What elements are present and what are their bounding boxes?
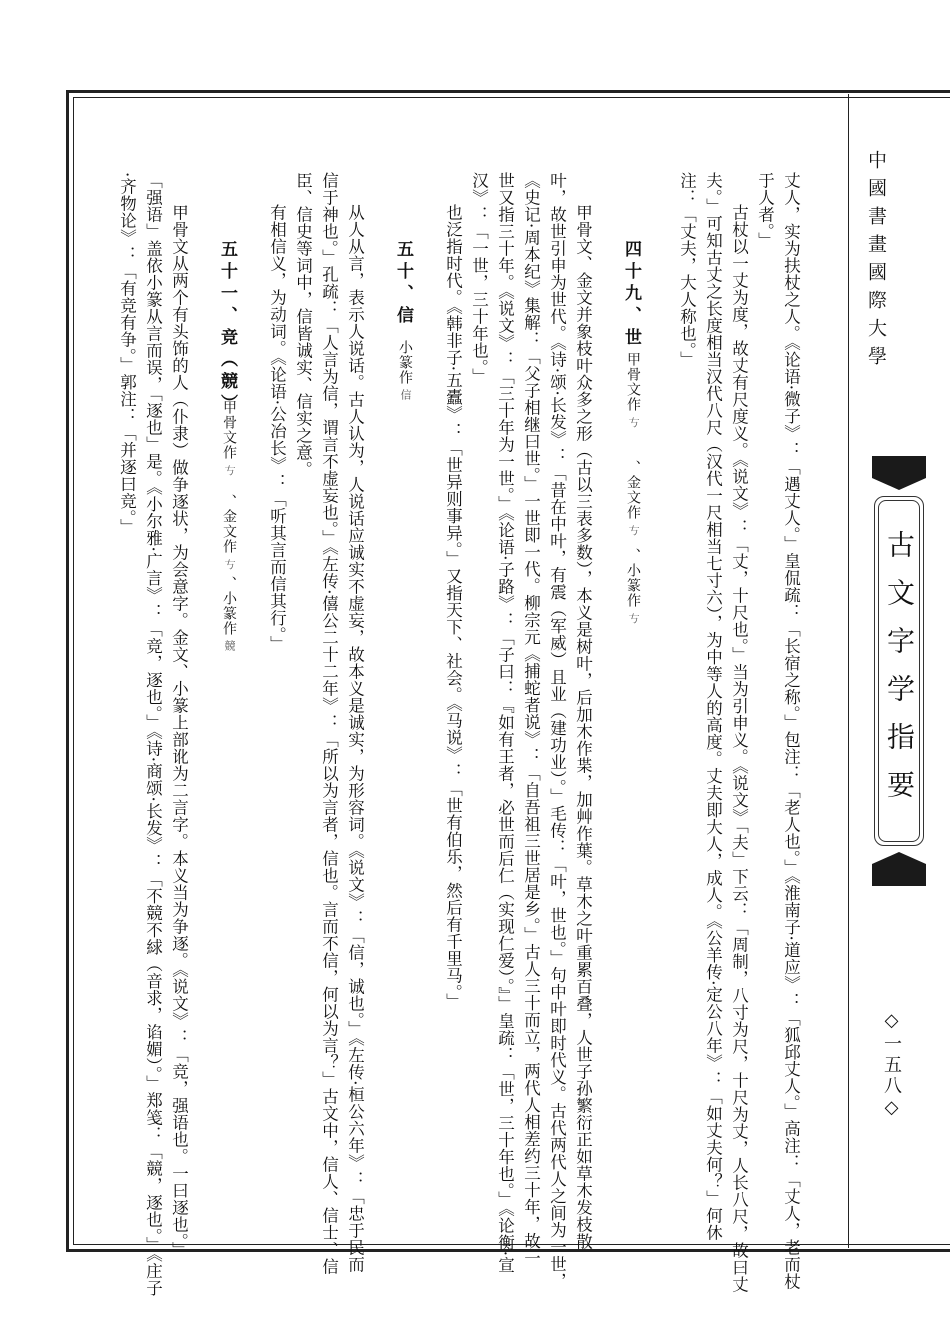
text-column: 从人从言，表示人说话。古人认为，人说话应诚实不虚妄，故本义是诚实，为形容词。《说文》：「信，诚也。」《左传·桓公六年》：「忠于民而 — [345, 204, 365, 1273]
form-label: 、金文作𠀁 — [625, 460, 641, 536]
text-column: 有相信义，为动词。《论语·公冶长》：「听其言而信其行。」 — [267, 204, 287, 653]
entry-heading: 四十九、世 — [621, 240, 641, 350]
text-column: 世又指三十年。《说文》：「三十年为一世。」《论语·子路》：「子曰：『如有王者，必世而后仁（实现仁爱）。』」皇疏：「世，三十年也。」《论衡·宣 — [495, 172, 515, 1274]
text-column: 甲骨文从两个有头饰的人（仆隶）做争逐状，为会意字。金文、小篆上部讹为二言字。本义当为争逐。《说文》：「竞，强语也。一曰逐也。」 — [169, 204, 189, 1259]
text-column: 叶，故世引申为世代。《诗·颂·长发》：「昔在中叶，有震（军威）且业（建功业）。」毛传：「叶，世也。」句中叶即时代义。古代两代人之间为一世， — [547, 172, 567, 1290]
text-column: 《史记·周本纪》集解：「父子相继曰世。」一世即一代。柳宗元《捕蛇者说》：「自吾祖三世居是乡。」古人三十而立，两代人相差约三十年，故一 — [521, 172, 541, 1267]
text-column: 也泛指时代。《韩非子·五蠹》：「世异则事异。」又指天下、社会。《马说》：「世有伯乐，然后有千里马。」 — [443, 204, 463, 1010]
title-cap-bottom — [872, 852, 926, 864]
text-column: 于人者。」 — [755, 172, 775, 249]
text-column: 汉》：「一世，三十年也。」 — [469, 172, 489, 385]
ancient-form-glyph: 信 — [399, 389, 412, 401]
page-number: ◇一五八◇ — [881, 1010, 902, 1121]
title-cap-top — [872, 478, 926, 490]
text-column: 古杖以一丈为度，故丈有尺度义。《说文》：「丈，十尺也。」当为引申义。《说文》「夫」下云：「周制，八寸为尺，十尺为丈，人长八尺，故曰丈 — [729, 204, 749, 1293]
form-label: 小篆作信 — [397, 340, 413, 401]
ancient-form-glyph: 𠀁 — [627, 524, 640, 536]
form-label: 甲骨文作𠀁 — [625, 352, 641, 428]
series-title: 中國書畫國際大學 — [865, 150, 887, 374]
book-title: 古文字学指要 — [883, 530, 916, 818]
text-column: 「强语」盖依小篆从言而误，「逐也」是。《小尔雅·广言》：「竞，逐也。」《诗·商颂·长发》：「不競不絿（音求，谄媚）。」郑笺：「競，逐也。」《庄子 — [143, 172, 163, 1297]
text-column: 甲骨文、金文并象枝叶众多之形（古以三表多数），本义是树叶，后加木作枼，加艸作葉。草木之叶重累百叠，人世子孙繁衍正如草木发枝散 — [573, 204, 593, 1250]
form-label: 、小篆作競 — [221, 576, 237, 652]
side-rule — [848, 94, 849, 1248]
ancient-form-glyph: 𠀁 — [223, 558, 236, 570]
ancient-form-glyph: 競 — [223, 640, 236, 652]
ancient-form-glyph: 𠀁 — [627, 416, 640, 428]
form-label: 、金文作𠀁 — [221, 494, 237, 570]
ancient-form-glyph: 𠀁 — [627, 612, 640, 624]
entry-heading: 五十一、竞（競） — [217, 240, 237, 416]
text-column: 臣、信史等词中，信皆诚实、信实之意。 — [293, 172, 313, 478]
text-column: 信于神也。」孔疏：「人言为信，谓言不虚妄也。」《左传·僖公二十二年》：「所以为言者，信也。言而不信，何以为言？」古文中，信人、信士、信 — [319, 172, 339, 1275]
title-bar-top — [872, 456, 926, 478]
text-column: 注：「丈夫，大人称也。」 — [677, 172, 697, 368]
text-column: 丈人，实为扶杖之人。《论语·微子》：「遇丈人。」皇侃疏：「长宿之称。」包注：「老人也。」《淮南子·道应》：「狐邱丈人。」高注：「丈人，老而杖 — [781, 172, 801, 1290]
entry-heading: 五十、信 — [393, 240, 413, 328]
text-column: ·齐物论》：「有竞有争。」郭注：「并逐曰竞。」 — [117, 172, 137, 536]
form-label: 、小篆作𠀁 — [625, 548, 641, 624]
ancient-form-glyph: 𠀁 — [223, 464, 236, 476]
text-column: 夫。」可知古丈之长度相当汉代八尺（汉代一尺相当七寸六），为中等人的高度。丈夫即大人，成人。《公羊传·定公八年》：「如丈夫何？」何休 — [703, 172, 723, 1241]
title-bar-bottom — [872, 864, 926, 886]
form-label: 甲骨文作𠀁 — [221, 400, 237, 476]
